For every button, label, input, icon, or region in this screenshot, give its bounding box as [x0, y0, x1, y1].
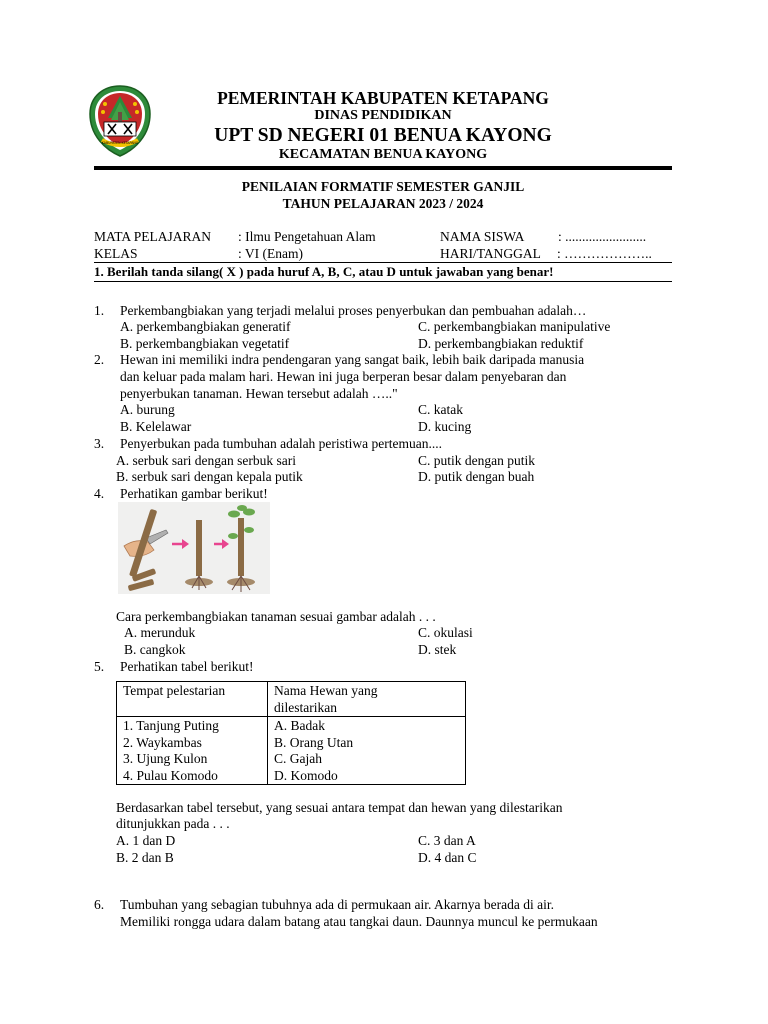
question-5-option-d[interactable]: D. 4 dan C [418, 850, 477, 865]
question-2-number: 2. [94, 352, 105, 367]
question-1-option-b[interactable]: B. perkembangbiakan vegetatif [120, 336, 290, 351]
table-header-row [117, 682, 466, 717]
table-header-animal-line2: dilestarikan [274, 699, 337, 715]
table-cell-animals [268, 717, 466, 785]
question-2-option-c[interactable]: C. katak [418, 402, 463, 417]
question-2-text-line3: penyerbukan tanaman. Hewan tersebut adalah ….." [120, 386, 398, 401]
header-department: DINAS PENDIDIKAN [314, 108, 452, 123]
question-5-prompt-line1: Berdasarkan tabel tersebut, yang sesuai antara tempat dan hewan yang dilestarikan [116, 800, 563, 815]
place-item: 4. Pulau Komodo [123, 767, 218, 783]
table-row [117, 717, 466, 785]
header-government: PEMERINTAH KABUPATEN KETAPANG [217, 88, 549, 108]
exam-title: PENILAIAN FORMATIF SEMESTER GANJIL [241, 179, 525, 194]
question-4-prompt: Cara perkembangbiakan tanaman sesuai gambar adalah . . . [116, 609, 436, 624]
table-header-animal-line1: Nama Hewan yang [274, 683, 378, 698]
question-6-number: 6. [94, 897, 105, 912]
question-2-option-d[interactable]: D. kucing [418, 419, 472, 434]
question-6-text-line2: Memiliki rongga udara dalam batang atau tangkai daun. Daunnya muncul ke permukaan [120, 914, 598, 929]
animal-item: A. Badak [274, 718, 325, 733]
student-name-label: NAMA SISWA [440, 229, 525, 244]
class-value: : VI (Enam) [238, 246, 303, 261]
question-4-number: 4. [94, 486, 105, 501]
animal-item: D. Komodo [274, 767, 338, 783]
animal-item: B. Orang Utan [274, 734, 354, 750]
question-2-option-b[interactable]: B. Kelelawar [120, 419, 192, 434]
question-1-text: Perkembangbiakan yang terjadi melalui proses penyerbukan dan pembuahan adalah… [120, 303, 587, 318]
place-item: 3. Ujung Kulon [123, 751, 208, 766]
question-5-option-b[interactable]: B. 2 dan B [116, 850, 174, 865]
conservation-table [116, 681, 466, 785]
question-1-option-c[interactable]: C. perkembangbiakan manipulative [418, 319, 611, 334]
question-3-option-a[interactable]: A. serbuk sari dengan serbuk sari [116, 453, 296, 468]
question-3-number: 3. [94, 436, 105, 451]
question-1-option-a[interactable]: A. perkembangbiakan generatif [120, 319, 291, 334]
place-item: 2. Waykambas [123, 734, 202, 750]
question-4-option-a[interactable]: A. merunduk [124, 625, 196, 640]
question-5-text: Perhatikan tabel berikut! [120, 659, 254, 674]
info-divider-top [94, 262, 672, 263]
question-4-option-d[interactable]: D. stek [418, 642, 457, 657]
table-header-animal [268, 682, 466, 717]
header-divider [94, 166, 672, 170]
stem-cutting-illustration [118, 502, 270, 594]
question-5-number: 5. [94, 659, 105, 674]
subject-value: : Ilmu Pengetahuan Alam [238, 229, 376, 244]
header-school-name: UPT SD NEGERI 01 BENUA KAYONG [214, 125, 552, 146]
question-4-option-b[interactable]: B. cangkok [124, 642, 186, 657]
date-label: HARI/TANGGAL [440, 246, 541, 261]
question-2-text-line1: Hewan ini memiliki indra pendengaran yang sangat baik, lebih baik daripada manusia [120, 352, 585, 367]
student-name-field[interactable]: : ........................ [558, 229, 647, 244]
instruction: 1. Berilah tanda silang( X ) pada huruf A, B, C, atau D untuk jawaban yang benar! [94, 264, 554, 279]
class-label: KELAS [94, 246, 138, 261]
question-2-text-line2: dan keluar pada malam hari. Hewan ini juga berperan besar dalam penyebaran dan [120, 369, 567, 384]
logo-caption: KABUPATEN KETAPANG [101, 141, 139, 145]
question-2-option-a[interactable]: A. burung [120, 402, 175, 417]
header-subdistrict: KECAMATAN BENUA KAYONG [278, 147, 488, 162]
question-6-text-line1: Tumbuhan yang sebagian tubuhnya ada di permukaan air. Akarnya berada di air. [120, 897, 555, 912]
question-5-prompt-line2: ditunjukkan pada . . . [116, 816, 230, 831]
subject-label: MATA PELAJARAN [94, 229, 212, 244]
table-cell-places [117, 717, 268, 785]
animal-item: C. Gajah [274, 751, 322, 766]
question-4-text: Perhatikan gambar berikut! [120, 486, 268, 501]
question-1-number: 1. [94, 303, 105, 318]
question-5-option-a[interactable]: A. 1 dan D [116, 833, 176, 848]
place-item: 1. Tanjung Puting [123, 718, 219, 733]
question-1-option-d[interactable]: D. perkembangbiakan reduktif [418, 336, 584, 351]
exam-year: TAHUN PELAJARAN 2023 / 2024 [282, 196, 484, 211]
question-3-text: Penyerbukan pada tumbuhan adalah peristiwa pertemuan.... [120, 436, 443, 451]
table-header-place: Tempat pelestarian [117, 682, 268, 717]
question-3-option-d[interactable]: D. putik dengan buah [418, 469, 535, 484]
date-field[interactable]: : ……………….. [557, 246, 652, 261]
question-5-option-c[interactable]: C. 3 dan A [418, 833, 476, 848]
info-divider-bottom [94, 281, 672, 282]
question-3-option-c[interactable]: C. putik dengan putik [418, 453, 535, 468]
question-4-option-c[interactable]: C. okulasi [418, 625, 473, 640]
question-3-option-b[interactable]: B. serbuk sari dengan kepala putik [116, 469, 303, 484]
